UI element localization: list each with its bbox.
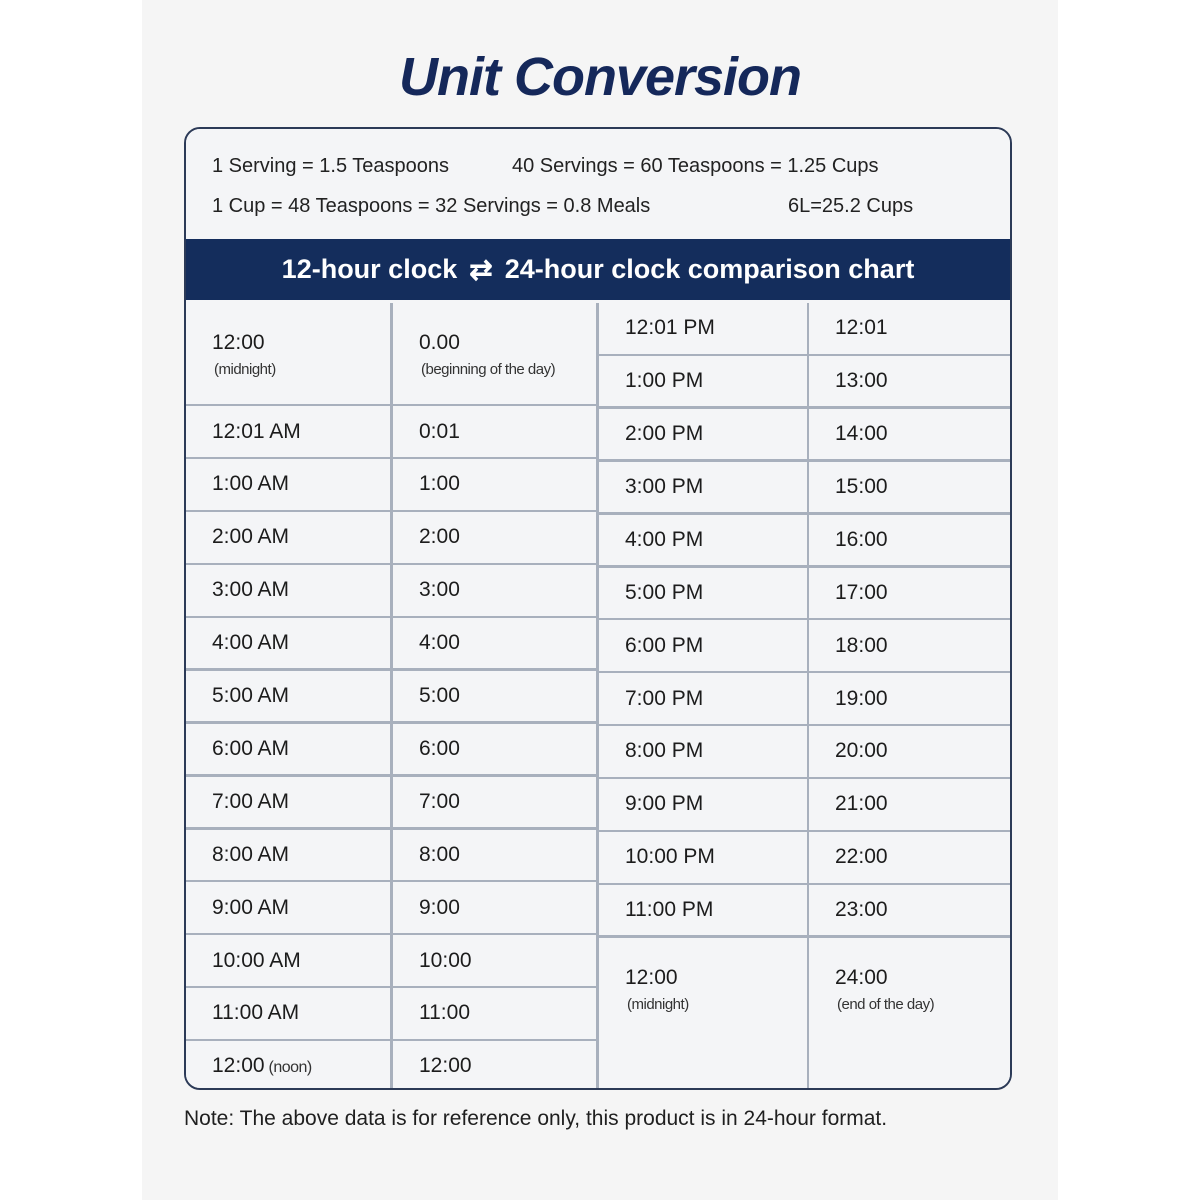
time-value: 4:00: [419, 631, 460, 655]
time-value: 0.00: [419, 331, 460, 354]
time-value: 9:00 AM: [212, 895, 290, 919]
table-row-right-24h: [809, 356, 1012, 407]
time-value: 2:00 AM: [212, 525, 290, 549]
table-row-right-24h: [809, 938, 1012, 1090]
table-row-right-24h: [809, 673, 1012, 724]
time-value: 18:00: [835, 633, 888, 657]
table-row-right-12h: [599, 779, 807, 830]
time-note: (midnight): [627, 995, 689, 1013]
table-row-left-12h: [186, 988, 390, 1039]
banner-left-label: 12-hour clock: [281, 254, 458, 284]
table-row-right-12h: [599, 832, 807, 883]
time-value: 17:00: [835, 580, 888, 604]
conversion-line-1a: 1 Serving = 1.5 Teaspoons: [212, 155, 450, 177]
time-value: 0:01: [419, 419, 460, 443]
table-row-left-24h: [393, 406, 596, 457]
time-value: 21:00: [835, 792, 888, 816]
time-value: 4:00 AM: [212, 631, 290, 655]
table-row-right-24h: [809, 832, 1012, 883]
clock-comparison-table: [186, 303, 1010, 1090]
table-row-right-24h: [809, 726, 1012, 777]
time-value: 6:00 PM: [625, 633, 704, 657]
time-value: 3:00 AM: [212, 578, 290, 602]
table-row-left-24h: [393, 830, 596, 881]
table-row-left-24h: [393, 565, 596, 616]
time-value: 5:00 AM: [212, 684, 290, 708]
table-row-left-24h: [393, 671, 596, 722]
table-row-right-12h: [599, 462, 807, 513]
table-row-left-12h: [186, 618, 390, 669]
table-row-right-12h: [599, 726, 807, 777]
table-row-right-12h: [599, 673, 807, 724]
time-value: 7:00 AM: [212, 789, 290, 813]
time-value: 7:00: [419, 789, 460, 813]
comparison-chart-banner: [186, 239, 1010, 300]
time-value: 23:00: [835, 898, 888, 922]
time-note: (beginning of the day): [421, 361, 556, 378]
time-value: 14:00: [835, 422, 888, 446]
time-value: 13:00: [835, 369, 888, 393]
table-row-right-12h: [599, 938, 807, 1090]
time-value: 4:00 PM: [625, 527, 704, 551]
time-value: 8:00: [419, 842, 460, 866]
table-row-right-24h: [809, 885, 1012, 936]
table-row-right-12h: [599, 620, 807, 671]
table-row-left-12h: [186, 724, 390, 775]
time-value: 22:00: [835, 845, 888, 869]
time-value: 16:00: [835, 527, 888, 551]
table-row-right-12h: [599, 515, 807, 566]
table-row-left-24h: [393, 512, 596, 563]
time-value: 12:01: [835, 316, 888, 340]
table-row-left-12h: [186, 565, 390, 616]
table-row-left-24h: [393, 1041, 596, 1090]
conversion-card: [184, 127, 1012, 1090]
time-value: 11:00: [419, 1001, 470, 1025]
time-value: 10:00 PM: [625, 845, 715, 869]
conversion-line-1b: 40 Servings = 60 Teaspoons = 1.25 Cups: [512, 155, 879, 177]
time-value: 12:00: [625, 965, 678, 989]
time-value: 6:00 AM: [212, 736, 290, 760]
time-value: 5:00: [419, 684, 460, 708]
time-value: 10:00: [419, 948, 472, 972]
time-value: 1:00: [419, 472, 460, 496]
table-row-left-12h: [186, 512, 390, 563]
time-value: 24:00: [835, 965, 888, 989]
table-row-left-12h: [186, 882, 390, 933]
time-note: (midnight): [214, 361, 276, 378]
conversion-line-2b: 6L=25.2 Cups: [788, 195, 914, 217]
table-row-right-24h: [809, 303, 1012, 354]
table-row-left-24h: [393, 882, 596, 933]
table-row-left-12h: [186, 935, 390, 986]
time-value: 6:00: [419, 736, 460, 760]
unit-conversion-info: [186, 129, 1010, 239]
table-row-right-12h: [599, 303, 807, 354]
time-value: 1:00 AM: [212, 472, 290, 496]
time-value: 12:01 AM: [212, 419, 301, 443]
table-row-right-12h: [599, 409, 807, 460]
table-row-left-24h: [393, 724, 596, 775]
table-row-right-24h: [809, 515, 1012, 566]
time-value: 12:01 PM: [625, 316, 715, 340]
table-row-left-24h: [393, 988, 596, 1039]
table-row-right-24h: [809, 779, 1012, 830]
time-value: 12:00: [212, 331, 265, 354]
table-row-left-12h: [186, 1041, 390, 1090]
table-row-left-24h: [393, 303, 596, 404]
time-value: 10:00 AM: [212, 948, 301, 972]
conversion-line-2a: 1 Cup = 48 Teaspoons = 32 Servings = 0.8 Meals: [212, 195, 651, 217]
table-row-left-24h: [393, 618, 596, 669]
time-value: 1:00 PM: [625, 369, 704, 393]
footer-note: Note: The above data is for reference only, this product is in 24-hour format.: [184, 1107, 888, 1130]
time-note: (noon): [264, 1059, 312, 1077]
table-row-left-24h: [393, 935, 596, 986]
table-row-left-12h: [186, 777, 390, 828]
time-value: 7:00 PM: [625, 686, 704, 710]
table-row-right-24h: [809, 568, 1012, 619]
time-value: 12:00: [419, 1054, 472, 1078]
time-value: 19:00: [835, 686, 888, 710]
table-row-right-12h: [599, 885, 807, 936]
table-row-left-12h: [186, 671, 390, 722]
time-value: 20:00: [835, 739, 888, 763]
table-row-left-12h: [186, 303, 390, 404]
table-row-right-12h: [599, 568, 807, 619]
page-title: Unit Conversion: [398, 47, 802, 107]
banner-right-label: 24-hour clock comparison chart: [504, 254, 915, 284]
table-row-left-24h: [393, 777, 596, 828]
time-value: 5:00 PM: [625, 580, 704, 604]
time-value: 11:00 AM: [212, 1001, 300, 1025]
time-value: 2:00 PM: [625, 422, 704, 446]
time-value: 9:00: [419, 895, 460, 919]
time-value: 9:00 PM: [625, 792, 704, 816]
table-row-right-24h: [809, 462, 1012, 513]
table-row-right-24h: [809, 620, 1012, 671]
time-note: (end of the day): [837, 995, 935, 1013]
time-value: 3:00: [419, 578, 460, 602]
table-row-left-12h: [186, 459, 390, 510]
swap-arrows-icon: ⇄: [469, 254, 493, 285]
time-value: 8:00 PM: [625, 739, 704, 763]
time-value: 15:00: [835, 474, 888, 498]
time-value: 8:00 AM: [212, 842, 290, 866]
time-value: 2:00: [419, 525, 460, 549]
table-row-left-24h: [393, 459, 596, 510]
table-row-left-12h: [186, 830, 390, 881]
table-row-right-24h: [809, 409, 1012, 460]
time-value: 11:00 PM: [625, 898, 714, 922]
table-row-left-12h: [186, 406, 390, 457]
table-row-right-12h: [599, 356, 807, 407]
time-value: 12:00 (noon): [212, 1054, 312, 1078]
time-value: 3:00 PM: [625, 474, 704, 498]
